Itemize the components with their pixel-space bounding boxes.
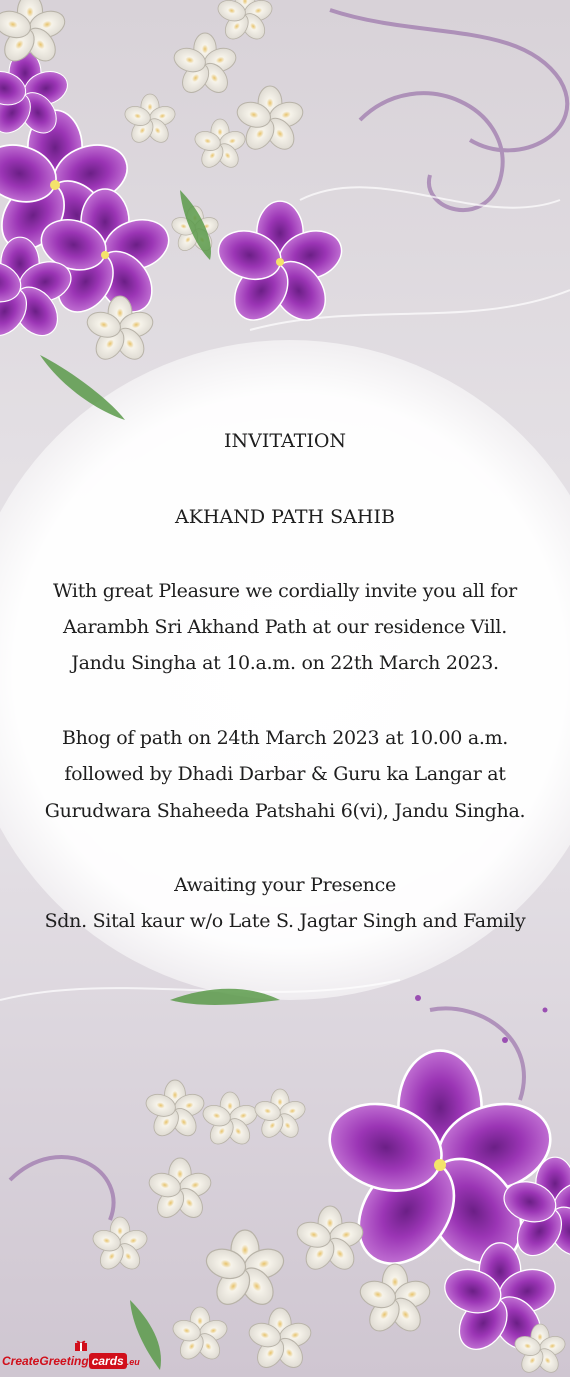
invitation-heading: INVITATION: [223, 430, 347, 452]
paragraph2-line2: followed by Dhadi Darbar & Guru ka Langar at: [64, 763, 506, 785]
brand-logo[interactable]: [2, 1347, 140, 1373]
logo-main: CreateGreeting: [2, 1354, 89, 1368]
closing-line: Awaiting your Presence: [174, 874, 396, 896]
paragraph2-line1: Bhog of path on 24th March 2023 at 10.00 a.m.: [61, 727, 509, 749]
paragraph1-line3: Jandu Singha at 10.a.m. on 22th March 2023.: [71, 652, 499, 674]
paragraph1-line2: Aarambh Sri Akhand Path at our residence Vill.: [63, 616, 507, 638]
paragraph1-line1: With great Pleasure we cordially invite you all for: [53, 580, 517, 602]
logo-cards: cards: [89, 1353, 127, 1369]
event-title: AKHAND PATH SAHIB: [175, 506, 395, 528]
signature-line: Sdn. Sital kaur w/o Late S. Jagtar Singh and Family: [44, 910, 526, 932]
paragraph2-line3: Gurudwara Shaheeda Patshahi 6(vi), Jandu Singha.: [44, 800, 526, 822]
gift-icon: [74, 1339, 88, 1351]
logo-text: [2, 1353, 140, 1369]
logo-tld: .eu: [126, 1357, 140, 1367]
